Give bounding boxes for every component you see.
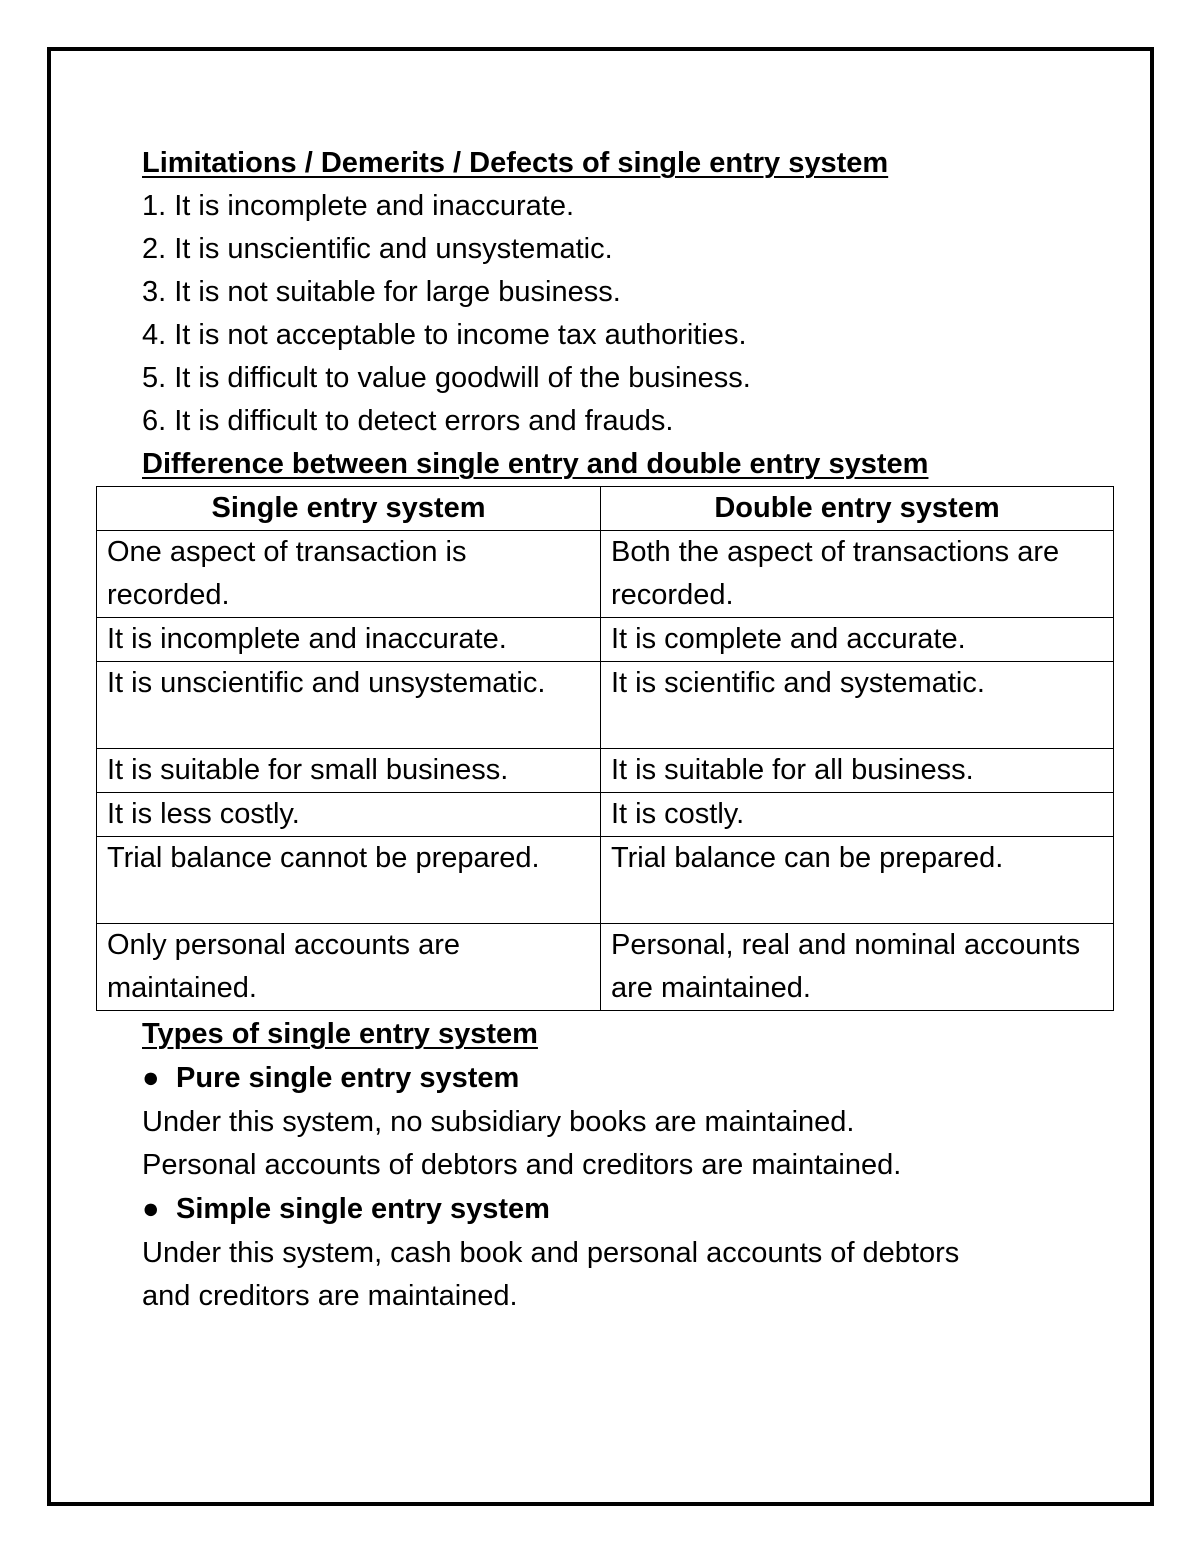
table-row (97, 837, 1114, 924)
table-row (97, 662, 1114, 749)
table-cell: Only personal accounts are maintained. (97, 924, 601, 1011)
table-row (97, 749, 1114, 793)
limitation-item: 1. It is incomplete and inaccurate. (142, 190, 575, 222)
table-row (97, 531, 1114, 618)
limitations-heading: Limitations / Demerits / Defects of single entry system (142, 147, 889, 179)
simple-type-line: Under this system, cash book and personal accounts of debtors (142, 1237, 960, 1269)
pure-type-line: Under this system, no subsidiary books are maintained. (142, 1106, 855, 1138)
simple-type-line: and creditors are maintained. (142, 1280, 518, 1312)
limitation-item: 5. It is difficult to value goodwill of the business. (142, 362, 751, 394)
table-cell: Both the aspect of transactions are recorded. (601, 531, 1114, 618)
column-header-single: Single entry system (97, 487, 601, 531)
table-row (97, 793, 1114, 837)
types-heading: Types of single entry system (142, 1018, 538, 1050)
pure-type-line: Personal accounts of debtors and creditors are maintained. (142, 1149, 902, 1181)
table-cell: It is suitable for small business. (97, 749, 601, 793)
difference-heading: Difference between single entry and double entry system (142, 448, 929, 480)
table-header-row (97, 487, 1114, 531)
table-cell: It is scientific and systematic. (601, 662, 1114, 749)
table-cell: It is less costly. (97, 793, 601, 837)
difference-table (96, 486, 1114, 1011)
table-row (97, 618, 1114, 662)
table-cell: It is costly. (601, 793, 1114, 837)
limitation-item: 2. It is unscientific and unsystematic. (142, 233, 613, 265)
pure-type-title (142, 1057, 519, 1100)
table-cell: It is incomplete and inaccurate. (97, 618, 601, 662)
pure-type-label: Pure single entry system (176, 1062, 520, 1094)
table-cell: Personal, real and nominal accounts are maintained. (601, 924, 1114, 1011)
simple-type-label: Simple single entry system (176, 1193, 550, 1225)
limitation-item: 4. It is not acceptable to income tax authorities. (142, 319, 747, 351)
column-header-double: Double entry system (601, 487, 1114, 531)
limitation-item: 6. It is difficult to detect errors and frauds. (142, 405, 674, 437)
table-cell: Trial balance cannot be prepared. (97, 837, 601, 924)
bullet-icon: ● (142, 1062, 160, 1094)
bullet-icon: ● (142, 1193, 160, 1225)
table-cell: It is unscientific and unsystematic. (97, 662, 601, 749)
table-cell: It is complete and accurate. (601, 618, 1114, 662)
table-row (97, 924, 1114, 1011)
table-cell: One aspect of transaction is recorded. (97, 531, 601, 618)
limitation-item: 3. It is not suitable for large business. (142, 276, 621, 308)
table-cell: Trial balance can be prepared. (601, 837, 1114, 924)
simple-type-title (142, 1188, 550, 1231)
table-cell: It is suitable for all business. (601, 749, 1114, 793)
